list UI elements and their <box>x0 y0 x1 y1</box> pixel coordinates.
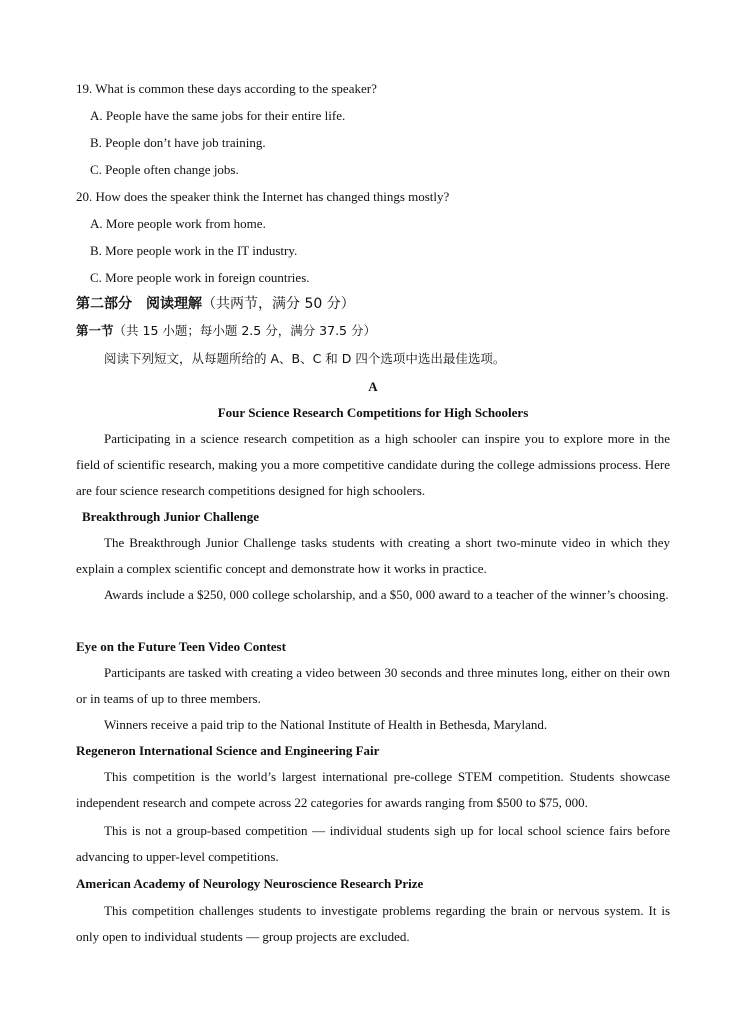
section-heading <box>76 322 376 340</box>
question-20-option-c: C. More people work in foreign countries. <box>90 270 310 285</box>
eye-on-future-paragraph-1: Participants are tasked with creating a video between 30 seconds and three minutes long, either on their own or in teams of up to three members. <box>76 665 670 706</box>
eye-on-future-paragraph-2: Winners receive a paid trip to the National Institute of Health in Bethesda, Maryland. <box>104 717 548 732</box>
passage-letter: A <box>368 379 378 394</box>
part-heading-note: （共两节，满分 50 分） <box>202 296 355 312</box>
section-heading-regeneron: Regeneron International Science and Engineering Fair <box>76 743 380 758</box>
section-heading-note: （共 15 小题；每小题 2.5 分，满分 37.5 分） <box>113 323 376 338</box>
part-heading-title: 第二部分 阅读理解 <box>76 296 202 312</box>
section-heading-breakthrough: Breakthrough Junior Challenge <box>82 509 259 524</box>
neuroscience-paragraph-1: This competition challenges students to investigate problems regarding the brain or nervous system. It is only open to individual students — group projects are excluded. <box>76 903 670 944</box>
part-heading <box>76 295 355 313</box>
question-19: 19. What is common these days according to the speaker? <box>76 81 377 96</box>
passage-title: Four Science Research Competitions for High Schoolers <box>217 405 529 420</box>
question-19-option-a: A. People have the same jobs for their entire life. <box>90 108 346 123</box>
question-20-option-a: A. More people work from home. <box>90 216 266 231</box>
intro-paragraph: Participating in a science research competition as a high schooler can inspire you to explore more in the field of scientific research, making you a more competitive candidate during the college admissions process. Here are four science research competitions designed for high schoolers. <box>76 431 670 498</box>
instruction-text: 阅读下列短文，从每题所给的 A、B、C 和 D 四个选项中选出最佳选项。 <box>104 351 506 366</box>
question-19-option-b: B. People don’t have job training. <box>90 135 266 150</box>
breakthrough-paragraph-1: The Breakthrough Junior Challenge tasks students with creating a short two-minute video in which they explain a complex scientific concept and demonstrate how it works in practice. <box>76 535 670 576</box>
regeneron-paragraph-2: This is not a group-based competition — individual students sigh up for local school science fairs before advancing to upper-level competitions. <box>76 823 670 864</box>
section-heading-eye-on-future: Eye on the Future Teen Video Contest <box>76 639 286 654</box>
section-heading-title: 第一节 <box>76 323 114 338</box>
regeneron-paragraph-1: This competition is the world’s largest international pre-college STEM competition. Students showcase independent research and compete across 22 categories for awards ranging from $500 to $75, 000. <box>76 769 670 810</box>
question-19-option-c: C. People often change jobs. <box>90 162 239 177</box>
section-heading-neuroscience: American Academy of Neurology Neuroscience Research Prize <box>76 876 424 891</box>
question-20: 20. How does the speaker think the Internet has changed things mostly? <box>76 189 450 204</box>
question-20-option-b: B. More people work in the IT industry. <box>90 243 298 258</box>
breakthrough-paragraph-2: Awards include a $250, 000 college scholarship, and a $50, 000 award to a teacher of the winner’s choosing. <box>104 587 669 602</box>
